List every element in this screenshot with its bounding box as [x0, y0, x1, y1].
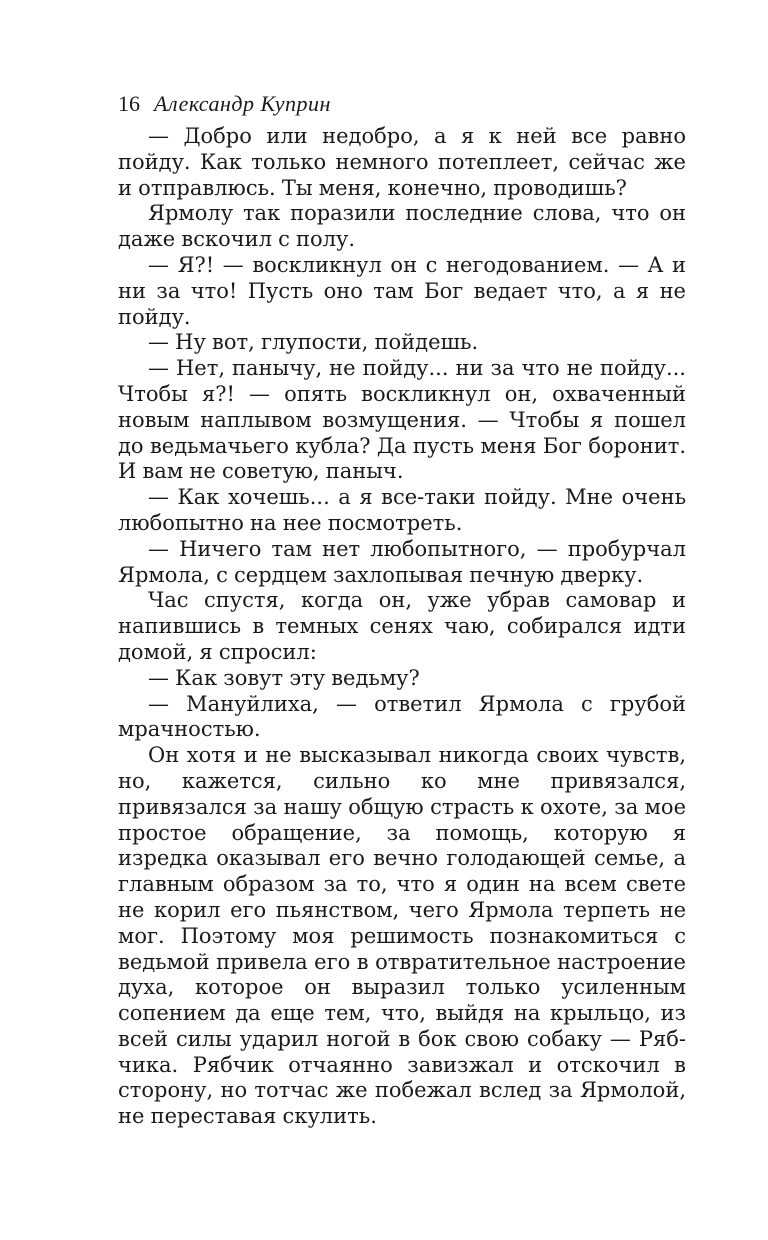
paragraph: — Ничего там нет любопытного, — пробурчал Ярмола, с сердцем захлопывая печную дверку.: [118, 536, 686, 587]
running-head: [118, 84, 686, 124]
paragraph: — Как зовут эту ведьму?: [148, 665, 420, 690]
paragraph: Ярмолу так поразили последние слова, что он даже вскочил с полу.: [118, 201, 686, 252]
running-head-author: Александр Куприн: [154, 91, 331, 116]
book-page: [118, 84, 686, 1130]
paragraph: — Ну вот, глупости, пойдешь.: [148, 330, 479, 355]
paragraph: — Мануйлиха, — ответил Ярмола с грубой мрачностью.: [118, 691, 686, 742]
paragraph: — Как хочешь... а я все-таки пойду. Мне очень любопытно на нее посмотреть.: [118, 485, 686, 535]
paragraph: — Нет, панычу, не пойду... ни за что не пойду... Чтобы я?! — опять воскликнул он, охваченный новым наплывом возмущения. — Чтобы я пошел до ведьмачьего кубла? Да пусть меня Бог боронит. И вам не советую, паныч.: [118, 356, 686, 484]
page-number: 16: [118, 91, 140, 116]
paragraph: — Добро или недобро, а я к ней все равно пойду. Как только немного потеплеет, сейчас же и отправлюсь. Ты меня, конечно, проводишь?: [118, 124, 686, 200]
body-text: [118, 124, 686, 1130]
paragraph: — Я?! — воскликнул он с негодованием. — А и ни за что! Пусть оно там Бог ведает что, а я не пойду.: [118, 252, 686, 329]
paragraph: Час спустя, когда он, уже убрав самовар и напившись в темных сенях чаю, собирался идти домой, я спросил:: [118, 588, 686, 664]
paragraph: Он хотя и не высказывал никогда своих чувств, но, кажется, сильно ко мне привязался, привязался за нашу общую страсть к охоте, за мое простое обращение, за помощь, которую я изредка оказывал его вечно голодающей семье, а главным образом за то, что я один на всем свете не корил его пьянством, чего Ярмола терпеть не мог. Поэтому моя решимость познакомиться с ведьмой привела его в отвратительное настроение духа, которое он выразил только усиленным сопением да еще тем, что, выйдя на крыльцо, из всей силы ударил ногой в бок свою собаку — Рябчика. Рябчик отчаянно завизжал и отскочил в сторону, но тотчас же побежал вслед за Ярмолой, не переставая скулить.: [118, 743, 686, 1129]
